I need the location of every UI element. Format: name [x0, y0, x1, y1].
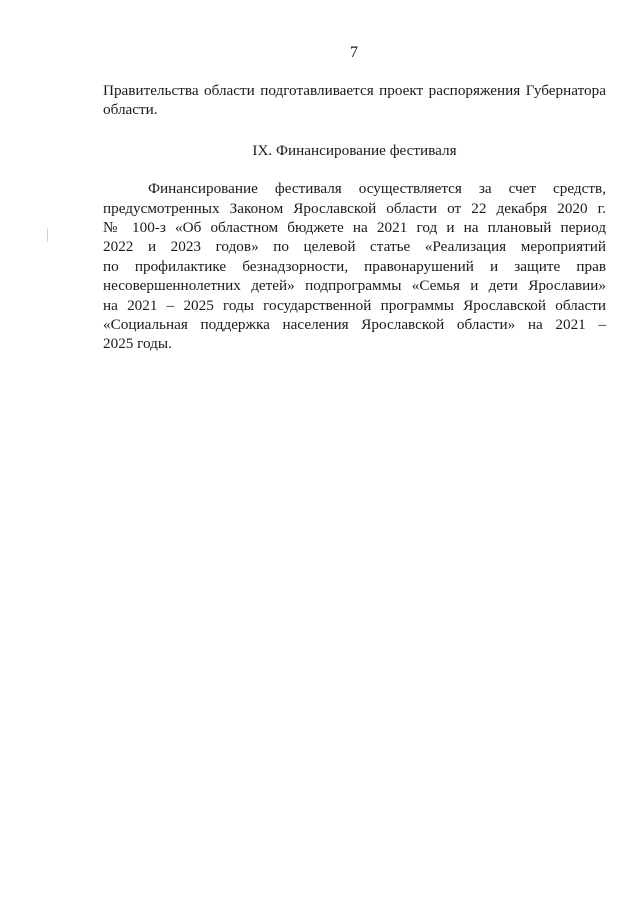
paragraph-line-2: предусмотренных Законом Ярославской области от 22 декабря 2020 г.	[103, 199, 606, 217]
paragraph-line-4: 2022 и 2023 годов» по целевой статье «Реализация мероприятий	[103, 238, 606, 256]
paragraph-line-7: на 2021 – 2025 годы государственной программы Ярославской области	[103, 296, 606, 314]
margin-mark	[47, 228, 48, 242]
paragraph-line-8: «Социальная поддержка населения Ярославской области» на 2021 –	[103, 316, 606, 334]
intro-line-2: области.	[103, 101, 158, 119]
paragraph-line-5: по профилактике безнадзорности, правонарушений и защите прав	[103, 257, 606, 275]
section-paragraph	[103, 179, 606, 354]
paragraph-line-9: 2025 годы.	[103, 335, 172, 353]
section-heading: IX. Финансирование фестиваля	[252, 141, 457, 159]
intro-line-1: Правительства области подготавливается проект распоряжения Губернатора	[103, 82, 606, 99]
paragraph-line-6: несовершеннолетних детей» подпрограммы «Семья и дети Ярославии»	[103, 277, 606, 295]
paragraph-line-3: № 100-з «Об областном бюджете на 2021 год и на плановый период	[103, 219, 606, 237]
intro-paragraph	[103, 81, 606, 120]
page-number: 7	[350, 44, 358, 61]
document-body	[103, 81, 606, 354]
paragraph-line-1: Финансирование фестиваля осуществляется за счет средств,	[148, 180, 606, 198]
